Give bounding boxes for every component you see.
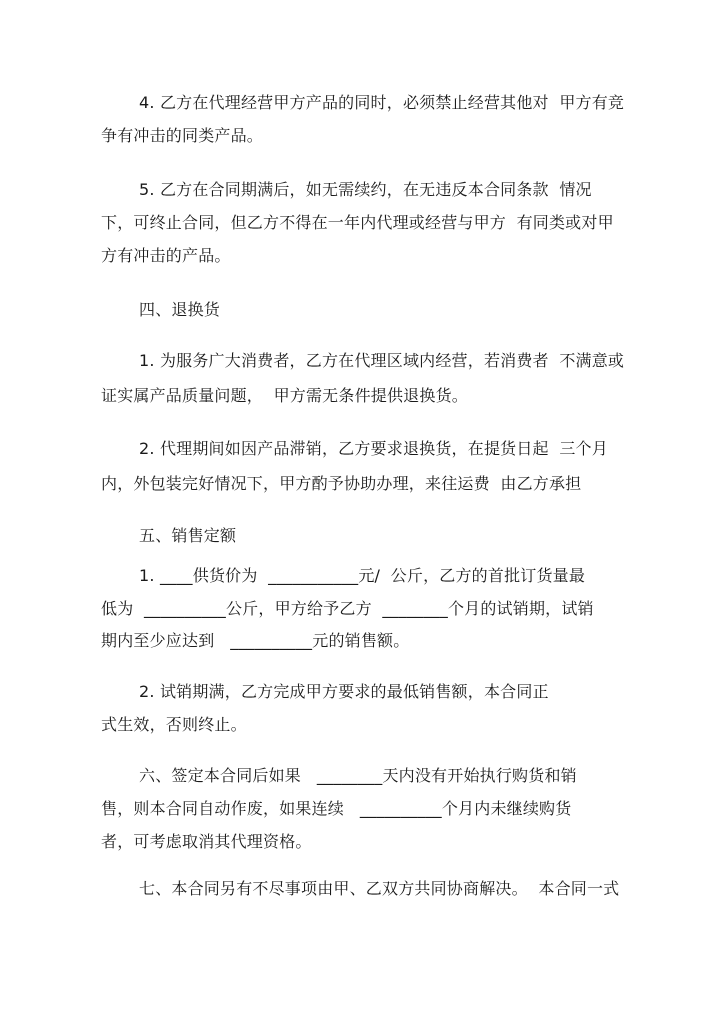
text-line: 2. 代理期间如因产品滞销，乙方要求退换货，在提货日起 三个月 [139, 439, 608, 458]
section-heading: 四、退换货 [139, 300, 221, 319]
text-line: 七、本合同另有不尽事项由甲、乙双方共同协商解决。 本合同一式 [139, 879, 620, 898]
text-line: 期内至少应达到 __________元的销售额。 [101, 631, 410, 650]
text-line: 下，可终止合同，但乙方不得在一年内代理或经营与甲方 有同类或对甲 [101, 213, 614, 232]
text-line: 内，外包装完好情况下，甲方酌予协助办理，来往运费 由乙方承担 [101, 474, 582, 493]
text-line: 1. 为服务广大消费者，乙方在代理区域内经营，若消费者 不满意或 [139, 351, 625, 370]
text-line: 2. 试销期满，乙方完成甲方要求的最低销售额，本合同正 [139, 682, 549, 701]
text-line: 低为 __________公斤，甲方给予乙方 ________个月的试销期，试销 [101, 599, 594, 618]
text-line: 5. 乙方在合同期满后，如无需续约，在无违反本合同条款 情况 [139, 180, 592, 199]
text-line: 式生效，否则终止。 [101, 715, 247, 734]
text-line: 1. ____供货价为 ___________元/ 公斤，乙方的首批订货量最 [139, 566, 586, 585]
text-line: 争有冲击的同类产品。 [101, 126, 264, 145]
text-line: 售，则本合同自动作废，如果连续 __________个月内未继续购货 [101, 799, 572, 818]
text-line: 六、签定本合同后如果 ________天内没有开始执行购货和销 [139, 766, 577, 785]
text-line: 者，可考虑取消其代理资格。 [101, 832, 312, 851]
text-line: 方有冲击的产品。 [101, 246, 231, 265]
text-line: 证实属产品质量问题， 甲方需无条件提供退换货。 [101, 386, 468, 405]
text-line: 4. 乙方在代理经营甲方产品的同时，必须禁止经营其他对 甲方有竞 [139, 93, 625, 112]
section-heading: 五、销售定额 [139, 526, 237, 545]
